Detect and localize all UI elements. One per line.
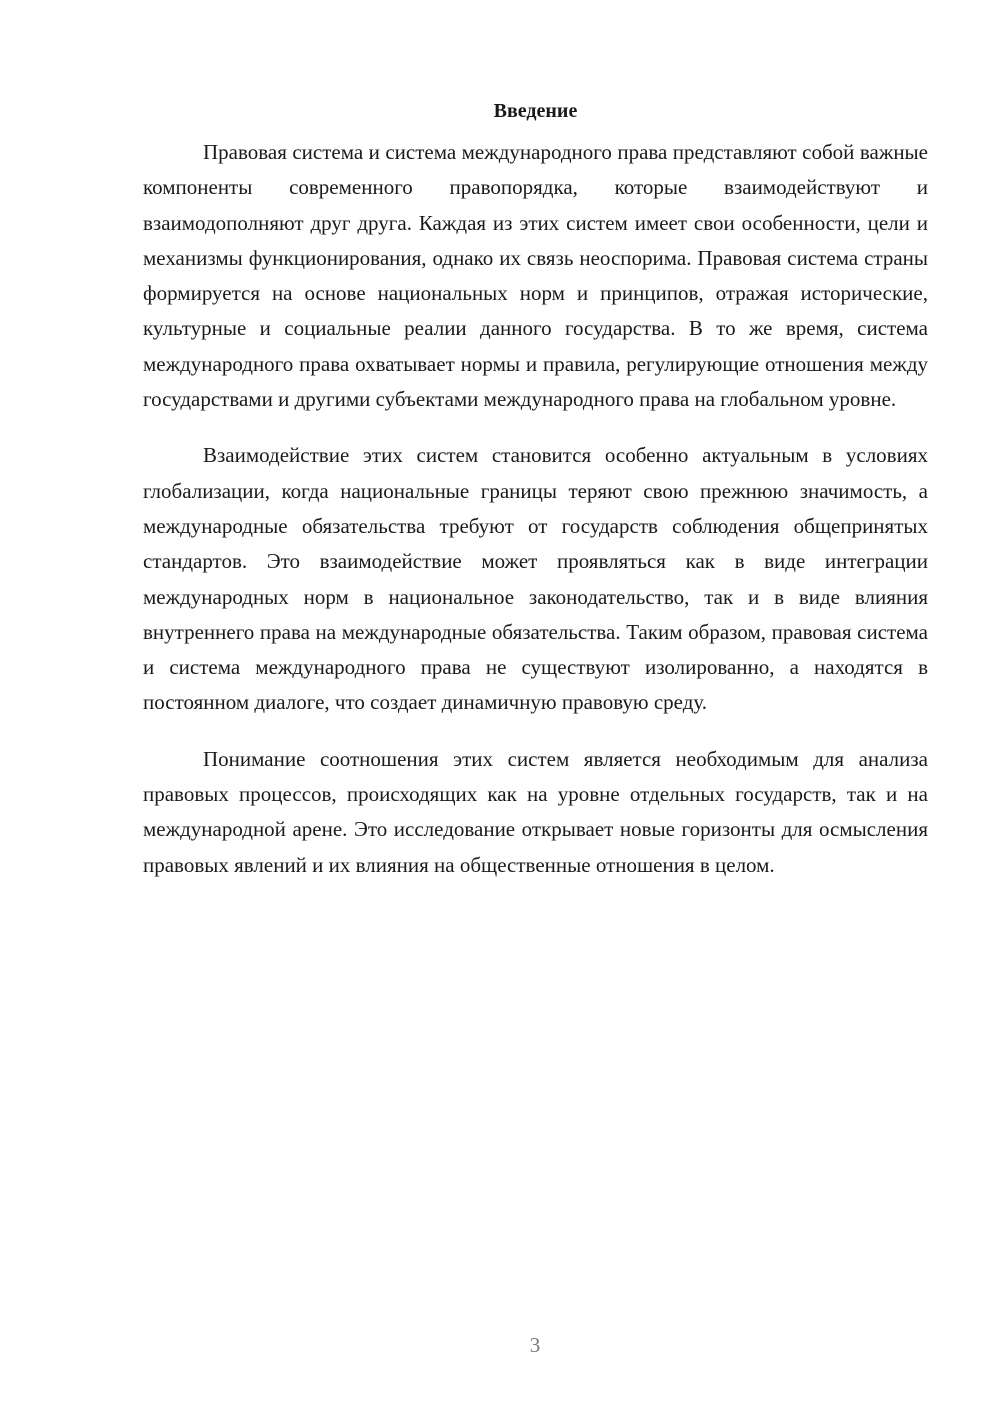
paragraph-3: Понимание соотношения этих систем является необходимым для анализа правовых процессов, происходящих как на уровне отдельных государств, так и на международной арене. Это исследование открывает новые горизонты для осмысления правовых явлений и их влияния на общественные отношения в целом. [143,746,928,877]
page-number: 3 [529,1333,541,1357]
page-content [143,95,928,904]
paragraph-2: Взаимодействие этих систем становится особенно актуальным в условиях глобализации, когда национальные границы теряют свою прежнюю значимость, а международные обязательства требуют от государств соблюдения общепринятых стандартов. Это взаимодействие может проявляться как в виде интеграции международных норм в национальное законодательство, так и в виде влияния внутреннего права на международные обязательства. Таким образом, правовая система и система международного права не существуют изолированно, а находятся в постоянном диалоге, что создает динамичную правовую среду. [143,443,928,715]
page-title: Введение [493,100,578,122]
paragraph-1: Правовая система и система международного права представляют собой важные компоненты современного правопорядка, которые взаимодействуют и взаимодополняют друг друга. Каждая из этих систем имеет свои особенности, цели и механизмы функционирования, однако их связь неоспорима. Правовая система страны формируется на основе национальных норм и принципов, отражая исторические, культурные и социальные реалии данного государства. В то же время, система международного права охватывает нормы и правила, регулирующие отношения между государствами и другими субъектами международного права на глобальном уровне. [143,140,928,412]
